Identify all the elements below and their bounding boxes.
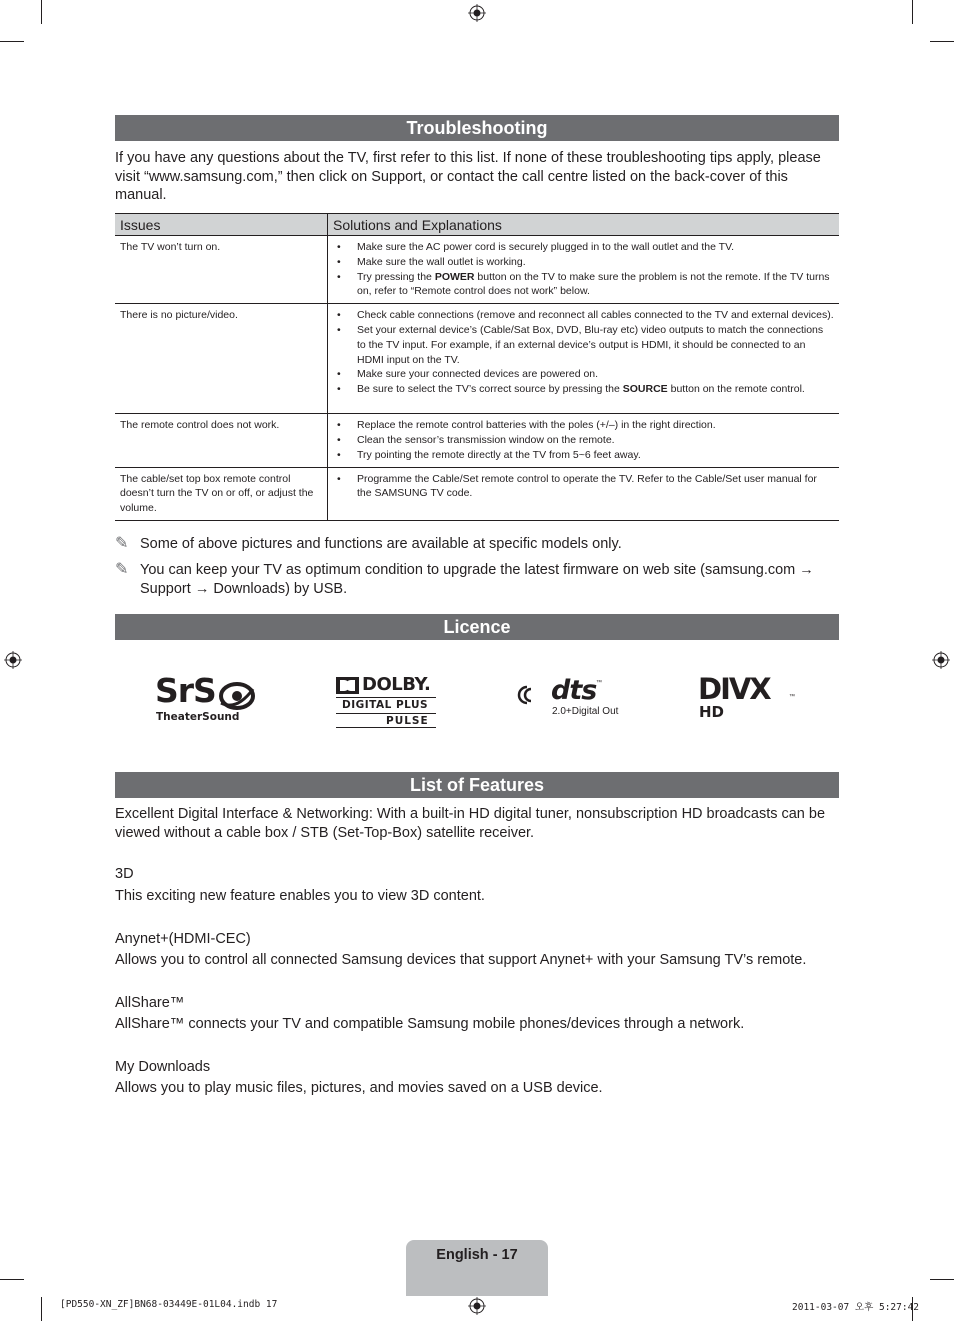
feature-title: Anynet+(HDMI-CEC)	[115, 931, 251, 947]
dts-digital-out-logo: dts ™ 2.0+Digital Out	[516, 681, 622, 723]
crop-mark	[912, 0, 913, 24]
features-intro: Excellent Digital Interface & Networking: With a built-in HD digital tuner, nonsubscription HD broadcasts can be viewed without a cable box / STB (Set-Top-Box) satellite receiver.	[115, 806, 826, 841]
table-row	[115, 414, 839, 467]
crop-mark	[41, 1297, 42, 1321]
solution-item: • Programme the Cable/Set remote control to operate the TV. Refer to the Cable/Set user manual for the SAMSUNG TV code.	[357, 472, 834, 502]
crop-mark	[930, 1279, 954, 1280]
note-text: You can keep your TV as optimum condition to upgrade the latest firmware on web site (samsung.com → Support → Downloads) by USB.	[140, 562, 814, 597]
solution-item: • Make sure the AC power cord is securely plugged in to the wall outlet and the TV.	[357, 240, 834, 255]
features-heading: List of Features	[115, 772, 839, 798]
feature-description: This exciting new feature enables you to view 3D content.	[115, 888, 485, 904]
issue-cell: The cable/set top box remote control doesn’t turn the TV on or off, or adjust the volume.	[115, 467, 328, 520]
registration-mark-icon	[468, 1297, 486, 1315]
solution-item: • Replace the remote control batteries with the poles (+/–) in the right direction.	[357, 418, 834, 433]
table-row	[115, 467, 839, 520]
crop-mark	[930, 41, 954, 42]
feature-description: AllShare™ connects your TV and compatible Samsung mobile phones/devices through a network.	[115, 1016, 745, 1032]
solution-item: • Clean the sensor’s transmission window on the remote.	[357, 433, 834, 448]
feature-description: Allows you to play music files, pictures, and movies saved on a USB device.	[115, 1080, 603, 1096]
solution-item: • Try pressing the POWER button on the TV to make sure the problem is not the remote. If the TV turns on, refer to “Remote control does not work” below.	[357, 270, 834, 300]
issue-cell: The TV won’t turn on.	[115, 236, 328, 304]
issue-cell: There is no picture/video.	[115, 304, 328, 414]
note	[115, 561, 835, 598]
issue-cell: The remote control does not work.	[115, 414, 328, 467]
troubleshooting-heading: Troubleshooting	[115, 115, 839, 141]
crop-mark	[0, 41, 24, 42]
dolby-digital-plus-pulse-logo: DOLBY. DIGITAL PLUS PULSE	[336, 676, 438, 728]
note	[115, 535, 835, 554]
file-info: [PD550-XN_ZF]BN68-03449E-01L04.indb 17	[60, 1299, 278, 1310]
pencil-note-icon: ✎	[115, 535, 129, 552]
registration-mark-icon	[932, 651, 950, 669]
troubleshooting-table	[115, 213, 839, 521]
solutions-cell	[328, 304, 840, 414]
solution-item: • Check cable connections (remove and reconnect all cables connected to the TV and external devices).	[357, 308, 834, 323]
feature-description: Allows you to control all connected Samsung devices that support Anynet+ with your Samsung TV’s remote.	[115, 952, 807, 968]
divx-hd-logo: DIVX ™ HD	[698, 672, 795, 721]
licence-heading: Licence	[115, 614, 839, 640]
srs-theatersound-logo: SrS TheaterSound	[155, 677, 265, 725]
solutions-cell	[328, 236, 840, 304]
solutions-cell	[328, 414, 840, 467]
print-timestamp: 2011-03-07 오후 5:27:42	[792, 1302, 920, 1313]
registration-mark-icon	[468, 4, 486, 22]
feature-title: 3D	[115, 866, 134, 882]
table-row	[115, 236, 839, 304]
note-text: Some of above pictures and functions are available at specific models only.	[140, 536, 622, 552]
page-number-tab	[406, 1240, 548, 1296]
table-row	[115, 304, 839, 414]
solution-item: • Make sure the wall outlet is working.	[357, 255, 834, 270]
solution-item: • Try pointing the remote directly at the TV from 5~6 feet away.	[357, 448, 834, 463]
column-header-solutions: Solutions and Explanations	[328, 214, 840, 236]
troubleshooting-intro: If you have any questions about the TV, first refer to this list. If none of these troubleshooting tips apply, please visit “www.samsung.com,” then click on Support, or contact the call centre listed on the back-cover of this manual.	[115, 150, 821, 203]
solution-item: • Set your external device’s (Cable/Sat Box, DVD, Blu-ray etc) video outputs to match the connections to the TV input. For example, if an external device’s output is HDMI, it should be connected to an HDMI input on the TV.	[357, 323, 834, 367]
solution-item: • Make sure your connected devices are powered on.	[357, 367, 834, 382]
solution-item: • Be sure to select the TV’s correct source by pressing the SOURCE button on the remote control.	[357, 382, 834, 397]
crop-mark	[0, 1279, 24, 1280]
page-number: English - 17	[436, 1247, 518, 1263]
feature-title: AllShare™	[115, 995, 185, 1011]
pencil-note-icon: ✎	[115, 561, 129, 578]
feature-title: My Downloads	[115, 1059, 211, 1075]
crop-mark	[41, 0, 42, 24]
solutions-cell	[328, 467, 840, 520]
registration-mark-icon	[4, 651, 22, 669]
column-header-issues: Issues	[115, 214, 328, 236]
